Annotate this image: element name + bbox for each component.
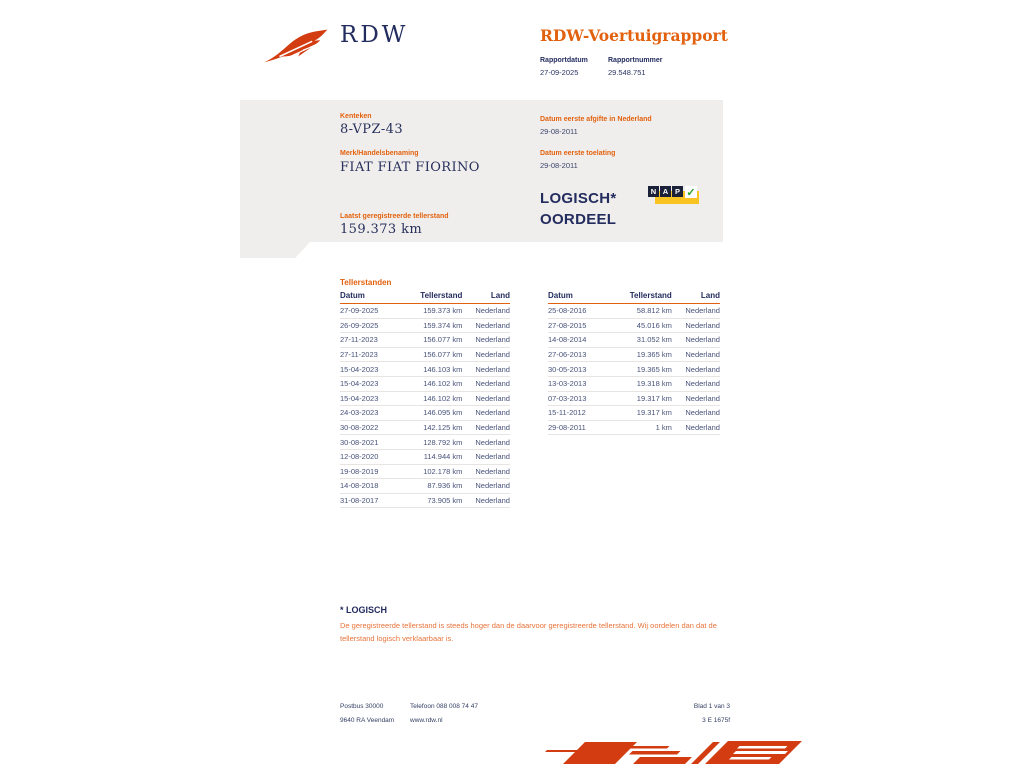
table-row — [548, 319, 720, 334]
cell-tellerstand: 73.905 km — [427, 496, 463, 506]
cell-land: Nederland — [685, 320, 720, 330]
cell-tellerstand: 87.936 km — [427, 481, 463, 491]
table-row — [548, 377, 720, 392]
cell-land: Nederland — [685, 335, 720, 345]
col-header-datum: Datum — [340, 291, 365, 300]
table-row — [340, 392, 510, 407]
cell-tellerstand: 142.125 km — [423, 423, 463, 433]
cell-land: Nederland — [475, 320, 510, 330]
report-number-value: 29.548.751 — [608, 68, 646, 77]
footer-website-link[interactable]: www.rdw.nl — [410, 717, 443, 724]
table-row — [340, 304, 510, 319]
nap-letters — [648, 186, 683, 197]
oordeel-line1: LOGISCH* — [540, 190, 617, 207]
report-date-value: 27-09-2025 — [540, 68, 579, 77]
table-row — [340, 319, 510, 334]
cell-land: Nederland — [475, 306, 510, 316]
cell-tellerstand: 19.365 km — [636, 350, 672, 360]
footer-contact — [410, 700, 478, 728]
tellerstanden-table-right — [548, 291, 720, 435]
table-row — [548, 406, 720, 421]
cell-datum: 27-08-2015 — [548, 320, 587, 330]
table-row — [340, 479, 510, 494]
table-row — [340, 450, 510, 465]
report-number — [608, 57, 662, 77]
cell-datum: 29-08-2011 — [548, 423, 586, 433]
cell-land: Nederland — [685, 306, 720, 316]
nap-letter-p: P — [672, 186, 683, 197]
tellerstanden-section-title: Tellerstanden — [340, 278, 392, 287]
cell-tellerstand: 114.944 km — [423, 452, 463, 462]
cell-datum: 15-04-2023 — [340, 393, 379, 403]
kenteken-label: Kenteken — [340, 113, 372, 120]
footer-page-indicator: Blad 1 van 3 — [693, 703, 730, 710]
col-header-datum: Datum — [548, 291, 573, 300]
cell-datum: 15-04-2023 — [340, 379, 379, 389]
cell-tellerstand: 19.318 km — [636, 379, 672, 389]
cell-land: Nederland — [685, 364, 720, 374]
table-row — [548, 304, 720, 319]
cell-land: Nederland — [475, 437, 510, 447]
table-row — [548, 421, 720, 436]
cell-datum: 15-04-2023 — [340, 364, 379, 374]
cell-land: Nederland — [475, 364, 510, 374]
cell-land: Nederland — [475, 466, 510, 476]
cell-land: Nederland — [685, 350, 720, 360]
rdw-wing-icon — [262, 26, 332, 66]
tellerstand-oordeel — [540, 188, 617, 230]
cell-tellerstand: 128.792 km — [423, 437, 463, 447]
cell-datum: 30-08-2021 — [340, 437, 379, 447]
table-row — [548, 362, 720, 377]
table-row — [340, 348, 510, 363]
footer-phone: Telefoon 088 008 74 47 — [410, 703, 478, 710]
tellerstanden-table-left — [340, 291, 510, 508]
cell-tellerstand: 102.178 km — [423, 466, 463, 476]
cell-land: Nederland — [475, 379, 510, 389]
cell-land: Nederland — [685, 408, 720, 418]
table-row — [340, 435, 510, 450]
cell-tellerstand: 159.373 km — [423, 306, 463, 316]
table-header — [340, 291, 510, 304]
table-row — [340, 333, 510, 348]
nap-letter-a: A — [660, 186, 671, 197]
cell-tellerstand: 159.374 km — [423, 320, 463, 330]
panel-corner-tab — [240, 242, 310, 258]
footer-doc-code: 3 E 1675f — [702, 717, 730, 724]
cell-tellerstand: 156.077 km — [423, 335, 463, 345]
cell-tellerstand: 1 km — [655, 423, 672, 433]
table-row — [548, 333, 720, 348]
table-header — [548, 291, 720, 304]
cell-tellerstand: 19.365 km — [636, 364, 672, 374]
cell-datum: 07-03-2013 — [548, 393, 587, 403]
cell-land: Nederland — [475, 393, 510, 403]
report-date-label: Rapportdatum — [540, 57, 588, 64]
tellerstand-value: 159.373 km — [340, 222, 423, 237]
cell-tellerstand: 31.052 km — [636, 335, 672, 345]
cell-datum: 14-08-2014 — [548, 335, 587, 345]
oordeel-line2: OORDEEL — [540, 211, 617, 228]
cell-tellerstand: 146.102 km — [423, 379, 463, 389]
cell-datum: 30-08-2022 — [340, 423, 379, 433]
cell-tellerstand: 156.077 km — [423, 350, 463, 360]
table-row — [340, 406, 510, 421]
eerste-toelating-label: Datum eerste toelating — [540, 150, 616, 157]
cell-datum: 27-09-2025 — [340, 306, 379, 316]
report-number-label: Rapportnummer — [608, 57, 663, 64]
col-header-tellerstand: Tellerstand — [629, 291, 672, 300]
cell-tellerstand: 58.812 km — [636, 306, 672, 316]
cell-land: Nederland — [685, 393, 720, 403]
cell-land: Nederland — [475, 452, 510, 462]
nap-check-icon: ✓ — [686, 186, 696, 199]
cell-datum: 25-08-2016 — [548, 306, 587, 316]
col-header-land: Land — [490, 291, 510, 300]
table-row — [340, 362, 510, 377]
vehicle-summary-panel — [240, 100, 723, 242]
cell-datum: 14-08-2018 — [340, 481, 379, 491]
cell-land: Nederland — [475, 350, 510, 360]
cell-land: Nederland — [475, 423, 510, 433]
table-row — [548, 392, 720, 407]
cell-datum: 13-03-2013 — [548, 379, 587, 389]
footnote-text: De geregistreerde tellerstand is steeds hoger dan de daarvoor geregistreerde tellerstand. Wij oordelen dan dat de tellerstand logisch verklaarbaar is. — [340, 621, 717, 643]
cell-land: Nederland — [475, 481, 510, 491]
cell-datum: 12-08-2020 — [340, 452, 379, 462]
footer-address-line2: 9640 RA Veendam — [340, 717, 395, 724]
footnote-title: * LOGISCH — [340, 605, 388, 615]
cell-land: Nederland — [475, 335, 510, 345]
eerste-toelating-value: 29-08-2011 — [540, 161, 578, 170]
table-row — [548, 348, 720, 363]
cell-datum: 30-05-2013 — [548, 364, 587, 374]
report-date — [540, 57, 588, 77]
table-row — [340, 421, 510, 436]
table-row — [340, 465, 510, 480]
table-row — [340, 377, 510, 392]
cell-datum: 26-09-2025 — [340, 320, 379, 330]
cell-datum: 24-03-2023 — [340, 408, 379, 418]
cell-tellerstand: 45.016 km — [636, 320, 672, 330]
rdw-wordmark: RDW — [340, 22, 409, 48]
eerste-afgifte-label: Datum eerste afgifte in Nederland — [540, 116, 652, 123]
footer-meta — [630, 700, 730, 728]
cell-datum: 31-08-2017 — [340, 496, 379, 506]
cell-tellerstand: 19.317 km — [636, 408, 672, 418]
col-header-tellerstand: Tellerstand — [420, 291, 463, 300]
cell-datum: 27-11-2023 — [340, 335, 378, 345]
cell-datum: 15-11-2012 — [548, 408, 586, 418]
merk-label: Merk/Handelsbenaming — [340, 150, 419, 157]
merk-value: FIAT FIAT FIORINO — [340, 160, 480, 175]
cell-datum: 27-06-2013 — [548, 350, 587, 360]
cell-land: Nederland — [475, 496, 510, 506]
tellerstand-label: Laatst geregistreerde tellerstand — [340, 213, 449, 220]
cell-tellerstand: 146.103 km — [423, 364, 463, 374]
eerste-afgifte-value: 29-08-2011 — [540, 127, 578, 136]
footer-address — [340, 700, 394, 728]
footer-address-line1: Postbus 30000 — [340, 703, 384, 710]
cell-tellerstand: 146.102 km — [423, 393, 463, 403]
kenteken-value: 8-VPZ-43 — [340, 122, 404, 137]
cell-datum: 27-11-2023 — [340, 350, 378, 360]
nap-logo — [648, 186, 700, 207]
decoration-stripes-icon — [545, 740, 803, 768]
cell-tellerstand: 146.095 km — [423, 408, 463, 418]
cell-land: Nederland — [475, 408, 510, 418]
table-row — [340, 494, 510, 509]
page-title: RDW-Voertuigrapport — [540, 26, 728, 45]
cell-land: Nederland — [685, 379, 720, 389]
col-header-land: Land — [700, 291, 720, 300]
nap-letter-n: N — [648, 186, 659, 197]
cell-land: Nederland — [685, 423, 720, 433]
cell-datum: 19-08-2019 — [340, 466, 379, 476]
cell-tellerstand: 19.317 km — [636, 393, 672, 403]
